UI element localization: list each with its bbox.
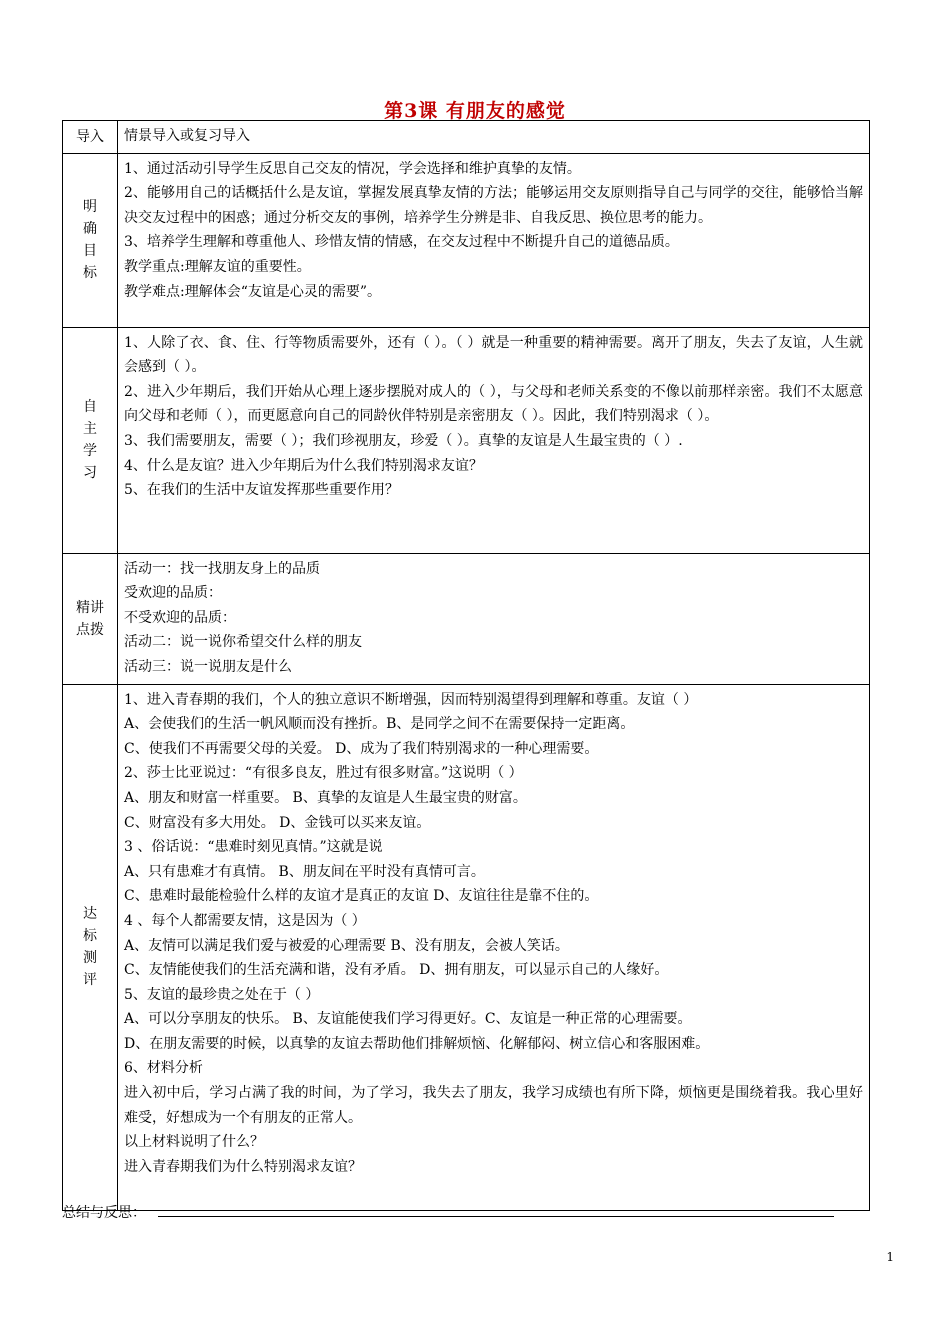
self-study-line: 5、在我们的生活中友谊发挥那些重要作用？ xyxy=(124,482,399,499)
assessment-content xyxy=(118,684,870,1210)
assessment-line: C、友情能使我们的生活充满和谐，没有矛盾。 D、拥有朋友，可以显示自己的人缘好。 xyxy=(124,962,669,979)
lecture-line: 活动二：说一说你希望交什么样的朋友 xyxy=(124,634,362,651)
summary-label: 总结与反思： xyxy=(62,1205,146,1221)
page-number: 1 xyxy=(886,1250,894,1264)
assessment-line: A、只有患难才有真情。 B、朋友间在平时没有真情可言。 xyxy=(124,863,485,880)
goals-row xyxy=(63,153,870,327)
lecture-row xyxy=(63,553,870,684)
assessment-line: 进入初中后，学习占满了我的时间，为了学习，我失去了朋友，我学习成绩也有所下降，烦恼更是围绕着我。我心里好难受，好想成为一个有朋友的正常人。 xyxy=(124,1085,863,1126)
lecture-label: 精讲点拨 xyxy=(63,553,118,684)
lecture-line: 活动一：找一找朋友身上的品质 xyxy=(124,560,320,577)
intro-label: 导入 xyxy=(63,121,118,154)
assessment-line: 3 、俗话说：“患难时刻见真情。”这就是说 xyxy=(124,839,383,856)
intro-content: 情景导入或复习导入 xyxy=(118,121,870,154)
assessment-line: 5、友谊的最珍贵之处在于（ ） xyxy=(124,986,320,1003)
self-study-line: 2、进入少年期后，我们开始从心理上逐步摆脱对成人的（ ），与父母和老师关系变的不像以前那样亲密。我们不太愿意向父母和老师（ ），而更愿意向自己的同龄伙伴特别是亲密朋友（ ）。因此，我们特别渴求（ ）。 xyxy=(124,383,863,425)
self-study-row xyxy=(63,327,870,553)
assessment-line: C、使我们不再需要父母的关爱。 D、成为了我们特别渴求的一种心理需要。 xyxy=(124,740,599,757)
assessment-line: 6、材料分析 xyxy=(124,1060,203,1077)
assessment-row xyxy=(63,684,870,1210)
self-study-content xyxy=(118,327,870,553)
goals-line: 教学重点:理解友谊的重要性。 xyxy=(124,258,311,275)
assessment-line: 2、莎士比亚说过：“有很多良友，胜过有很多财富。”这说明（ ） xyxy=(124,765,523,782)
goals-label: 明确目标 xyxy=(63,153,118,327)
lesson-plan-table xyxy=(62,120,870,1211)
assessment-line: C、患难时最能检验什么样的友谊才是真正的友谊 D、友谊往往是靠不住的。 xyxy=(124,888,599,905)
assessment-line: A、朋友和财富一样重要。 B、真挚的友谊是人生最宝贵的财富。 xyxy=(124,789,527,806)
assessment-line: 1、进入青春期的我们，个人的独立意识不断增强，因而特别渴望得到理解和尊重。友谊（ ） xyxy=(124,691,698,708)
self-study-line: 3、我们需要朋友，需要（ ）；我们珍视朋友，珍爱（ ）。真挚的友谊是人生最宝贵的（ ）. xyxy=(124,432,683,449)
assessment-label: 达标测评 xyxy=(63,684,118,1210)
lesson-title: 第3课 有朋友的感觉 xyxy=(384,100,566,122)
lecture-line: 不受欢迎的品质： xyxy=(124,609,236,626)
assessment-line: A、友情可以满足我们爱与被爱的心理需要 B、没有朋友，会被人笑话。 xyxy=(124,937,569,954)
lecture-line: 受欢迎的品质： xyxy=(124,585,222,602)
assessment-line: 4 、每个人都需要友情，这是因为（ ） xyxy=(124,912,366,929)
self-study-line: 1、人除了衣、食、住、行等物质需要外，还有（ ）。（ ）就是一种重要的精神需要。离开了朋友，失去了友谊，人生就会感到（ ）。 xyxy=(124,334,863,376)
assessment-line: A、可以分享朋友的快乐。 B、友谊能使我们学习得更好。C、友谊是一种正常的心理需要。 xyxy=(124,1011,692,1028)
goals-line: 2、能够用自己的话概括什么是友谊，掌握发展真挚友情的方法；能够运用交友原则指导自己与同学的交往，能够恰当解决交友过程中的困惑；通过分析交友的事例，培养学生分辨是非、自我反思、换位思考的能力。 xyxy=(124,185,863,226)
goals-line: 教学难点:理解体会“友谊是心灵的需要”。 xyxy=(124,283,382,300)
assessment-line: 以上材料说明了什么？ xyxy=(124,1134,264,1151)
intro-row xyxy=(63,121,870,154)
self-study-label: 自主学习 xyxy=(63,327,118,553)
lecture-content xyxy=(118,553,870,684)
assessment-line: 进入青春期我们为什么特别渴求友谊？ xyxy=(124,1158,362,1175)
goals-line: 3、培养学生理解和尊重他人、珍惜友情的情感，在交友过程中不断提升自己的道德品质。 xyxy=(124,234,679,251)
self-study-line: 4、什么是友谊？进入少年期后为什么我们特别渴求友谊？ xyxy=(124,457,483,474)
assessment-line: C、财富没有多大用处。 D、金钱可以买来友谊。 xyxy=(124,814,431,831)
summary-answer-line[interactable] xyxy=(158,1216,834,1217)
goals-content xyxy=(118,153,870,327)
assessment-line: A、会使我们的生活一帆风顺而没有挫折。B、是同学之间不在需要保持一定距离。 xyxy=(124,716,635,733)
lecture-line: 活动三：说一说朋友是什么 xyxy=(124,658,292,675)
assessment-line: D、在朋友需要的时候，以真挚的友谊去帮助他们排解烦恼、化解郁闷、树立信心和客服困难。 xyxy=(124,1035,710,1052)
goals-line: 1、通过活动引导学生反思自己交友的情况，学会选择和维护真挚的友情。 xyxy=(124,160,581,177)
